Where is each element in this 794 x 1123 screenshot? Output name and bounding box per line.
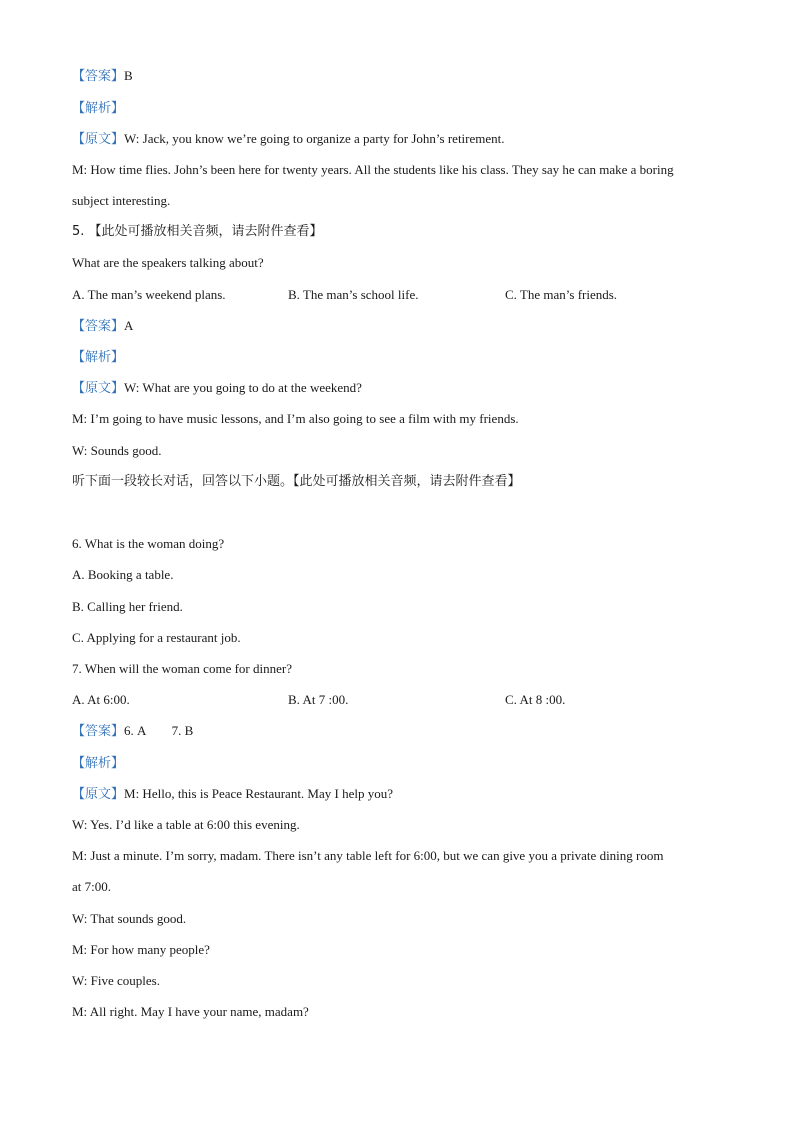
question-5-stem: What are the speakers talking about?	[72, 255, 264, 270]
transcript-line: W: That sounds good.	[72, 911, 187, 926]
analysis-label-1: 【解析】	[72, 101, 125, 116]
analysis-label-2: 【解析】	[72, 350, 125, 365]
transcript-line: M: Just a minute. I’m sorry, madam. There isn’t any table left for 6:00, but we can give you a private dining room	[72, 848, 664, 863]
transcript-line: M: All right. May I have your name, madam?	[72, 1004, 309, 1019]
transcript-line: W: Yes. I’d like a table at 6:00 this evening.	[72, 817, 300, 832]
transcript-line: M: For how many people?	[72, 942, 210, 957]
transcript-line: M: How time flies. John’s been here for twenty years. All the students like his class. They say he can make a boring	[72, 162, 674, 177]
transcript-line: 【原文】W: What are you going to do at the weekend?	[72, 380, 362, 396]
analysis-label-3: 【解析】	[72, 756, 125, 771]
question-5-audio: 5. 【此处可播放相关音频，请去附件查看】	[72, 224, 323, 239]
option-b: B. At 7 :00.	[288, 692, 349, 707]
transcript-line: W: Sounds good.	[72, 443, 162, 458]
transcript-line: 【原文】M: Hello, this is Peace Restaurant. May I help you?	[72, 786, 393, 802]
transcript-line: subject interesting.	[72, 193, 171, 208]
question-6-stem: 6. What is the woman doing?	[72, 536, 225, 551]
option-b: B. Calling her friend.	[72, 599, 183, 614]
option-c: C. At 8 :00.	[505, 692, 566, 707]
transcript-line: at 7:00.	[72, 879, 111, 894]
transcript-line: 【原文】W: Jack, you know we’re going to organize a party for John’s retirement.	[72, 131, 505, 147]
transcript-line: M: I’m going to have music lessons, and I’m also going to see a film with my friends.	[72, 411, 519, 426]
answer-label-2: 【答案】A	[72, 318, 134, 334]
transcript-line: W: Five couples.	[72, 973, 160, 988]
option-a: A. At 6:00.	[72, 692, 130, 707]
option-a: A. Booking a table.	[72, 567, 174, 582]
section-instruction: 听下面一段较长对话，回答以下小题。【此处可播放相关音频，请去附件查看】	[72, 474, 521, 489]
question-7-stem: 7. When will the woman come for dinner?	[72, 661, 292, 676]
option-c: C. The man’s friends.	[505, 287, 618, 302]
option-a: A. The man’s weekend plans.	[72, 287, 226, 302]
answer-label-1: 【答案】B	[72, 68, 133, 84]
option-c: C. Applying for a restaurant job.	[72, 630, 241, 645]
option-b: B. The man’s school life.	[288, 287, 419, 302]
answer-label-3: 【答案】6. A 7. B	[72, 723, 194, 739]
